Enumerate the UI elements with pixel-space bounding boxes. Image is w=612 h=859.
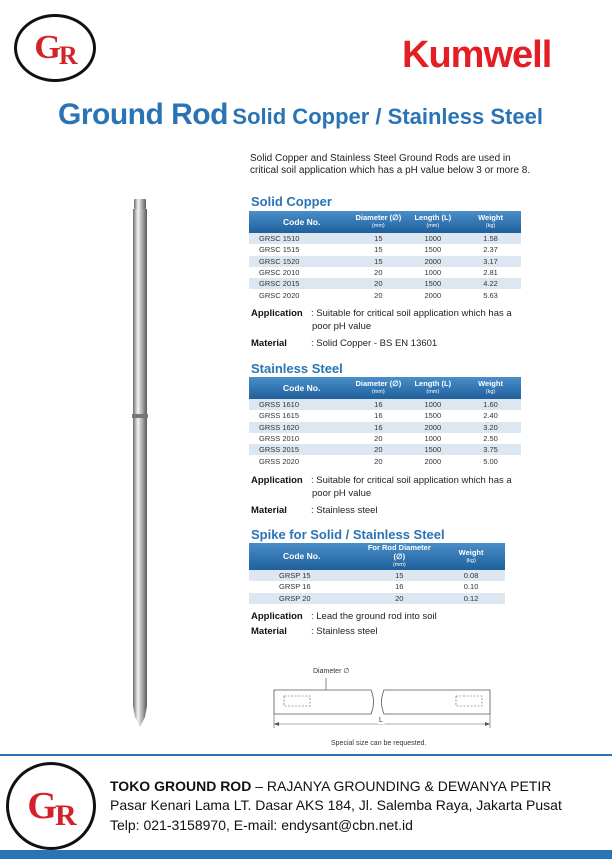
table-row: GRSP 20 20 0.12 (249, 593, 505, 604)
col-weight: Weight (kg) (460, 377, 521, 399)
footer-contact: Telp: 021-3158970, E-mail: endysant@cbn.net.id (110, 817, 413, 833)
table-row: GRSS 2010 20 1000 2.50 (259, 434, 498, 444)
diameter-label: Diameter ∅ (313, 668, 350, 675)
page-title (58, 98, 543, 132)
table-row: GRSC 1510 15 1000 1.58 (249, 233, 521, 244)
stainless-steel-application: Application : Suitable for critical soil application which has a poor pH value Material : Stainless steel (251, 475, 512, 516)
table-row: GRSC 1515 15 1500 2.37 (259, 245, 498, 255)
col-diameter: Diameter (∅) (mm) (351, 211, 405, 233)
col-code: Code No. (249, 211, 351, 233)
table-row: GRSC 1520 15 2000 3.17 (249, 256, 521, 267)
table-row: GRSC 2010 20 1000 2.81 (259, 268, 498, 278)
footer-divider (0, 754, 612, 756)
table-row: GRSP 15 15 0.08 (249, 570, 505, 581)
solid-copper-heading: Solid Copper (251, 194, 332, 209)
title-sub: Solid Copper / Stainless Steel (232, 104, 543, 129)
footer-shop-name: TOKO GROUND ROD – RAJANYA GROUNDING & DEWANYA PETIR (110, 778, 552, 794)
brand-name: Kumwell (402, 34, 552, 76)
col-weight: Weight (kg) (460, 211, 521, 233)
ground-rod-image (120, 195, 160, 735)
table-row: GRSC 2015 20 1500 4.22 (249, 278, 521, 289)
spike-heading: Spike for Solid / Stainless Steel (251, 527, 445, 542)
table-row: GRSS 1610 16 1000 1.60 (249, 399, 521, 410)
col-weight: Weight (kg) (437, 543, 505, 570)
footer-bar (0, 850, 612, 859)
table-row: GRSS 1620 16 2000 3.20 (249, 422, 521, 433)
solid-copper-table (249, 211, 521, 301)
table-row: GRSP 16 16 0.10 (279, 582, 479, 592)
table-row: GRSC 2020 20 2000 5.63 (259, 290, 498, 300)
rod-dimension-diagram (266, 676, 496, 734)
table-row: GRSS 2015 20 1500 3.75 (249, 444, 521, 455)
col-code: Code No. (249, 377, 351, 399)
logo: GR (14, 14, 96, 82)
spike-table (249, 543, 505, 604)
special-size-note: Special size can be requested. (331, 740, 427, 747)
col-code: Code No. (249, 543, 361, 570)
title-main: Ground Rod (58, 98, 228, 131)
footer-address: Pasar Kenari Lama LT. Dasar AKS 184, Jl. Salemba Raya, Jakarta Pusat (110, 797, 562, 813)
stainless-steel-table (249, 377, 521, 467)
solid-copper-application: Application : Suitable for critical soil application which has a poor pH value Material : Solid Copper - BS EN 13601 (251, 308, 512, 349)
stainless-steel-heading: Stainless Steel (251, 361, 343, 376)
col-length: Length (L) (mm) (406, 377, 461, 399)
intro-text: Solid Copper and Stainless Steel Ground Rods are used in critical soil application which has a pH value below 3 or more 8. (250, 153, 531, 176)
table-row: GRSS 1615 16 1500 2.40 (259, 411, 498, 421)
col-rod-diameter: For Rod Diameter (∅) (mm) (361, 543, 437, 570)
col-diameter: Diameter (∅) (mm) (351, 377, 405, 399)
table-row: GRSS 2020 20 2000 5.00 (259, 456, 498, 466)
length-label: L (379, 717, 383, 724)
col-length: Length (L) (mm) (406, 211, 461, 233)
spike-application: Application : Lead the ground rod into soil Material : Stainless steel (251, 611, 437, 637)
footer-logo: GR (6, 762, 96, 850)
